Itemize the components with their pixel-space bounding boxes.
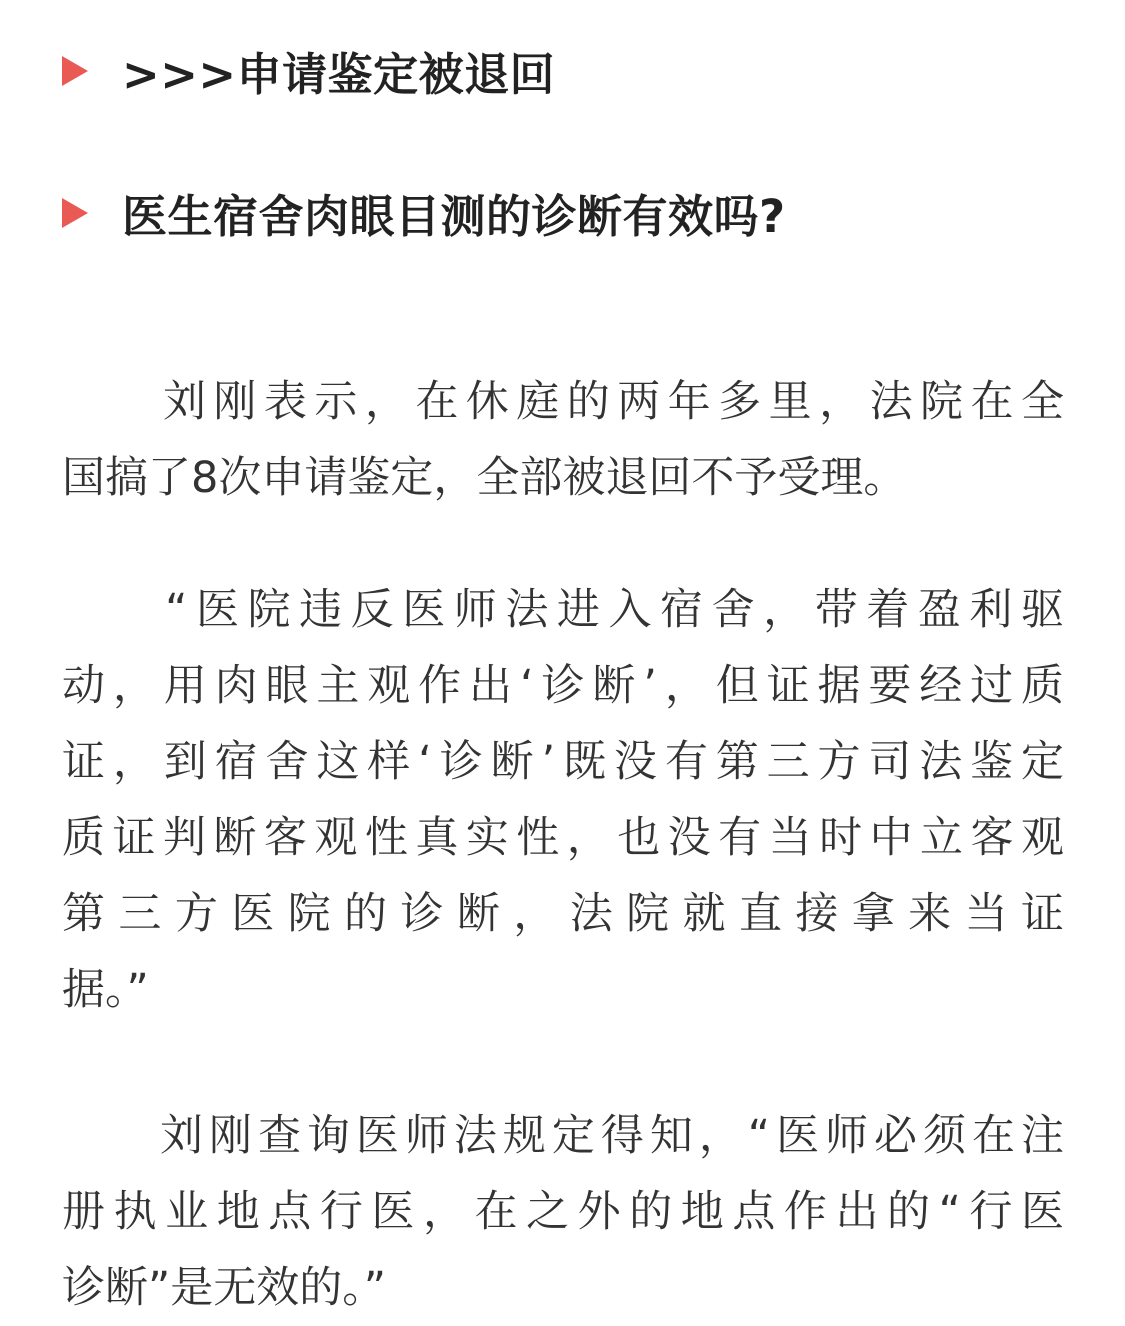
paragraph-2	[62, 572, 1064, 1028]
triangle-marker-icon	[62, 198, 88, 228]
triangle-marker-icon	[62, 56, 88, 86]
paragraph-line: 动，用肉眼主观作出‘诊断’，但证据要经过质	[62, 661, 1064, 711]
paragraph-line: 第三方医院的诊断，法院就直接拿来当证	[62, 889, 1064, 939]
paragraph-line: 质证判断客观性真实性，也没有当时中立客观	[62, 813, 1064, 863]
section-heading-diagnosis-validity	[62, 180, 786, 245]
paragraph-1	[62, 364, 1064, 516]
paragraph-line: 证，到宿舍这样‘诊断’既没有第三方司法鉴定	[62, 737, 1064, 787]
paragraph-line: 据。”	[62, 965, 149, 1015]
section-heading-appraisal-returned	[62, 38, 555, 103]
paragraph-line: 册执业地点行医，在之外的地点作出的“行医	[62, 1187, 1064, 1237]
paragraph-line: 刘刚表示，在休庭的两年多里，法院在全	[62, 377, 1064, 427]
paragraph-line: 诊断”是无效的。”	[62, 1263, 387, 1313]
heading-text: 医生宿舍肉眼目测的诊断有效吗?	[122, 190, 786, 243]
paragraph-line: 刘刚查询医师法规定得知，“医师必须在注	[62, 1111, 1064, 1161]
heading-text: >>>申请鉴定被退回	[122, 48, 556, 101]
paragraph-line: 国搞了8次申请鉴定，全部被退回不予受理。	[62, 453, 907, 503]
paragraph-3	[62, 1098, 1064, 1326]
paragraph-line: “医院违反医师法进入宿舍，带着盈利驱	[62, 585, 1064, 635]
